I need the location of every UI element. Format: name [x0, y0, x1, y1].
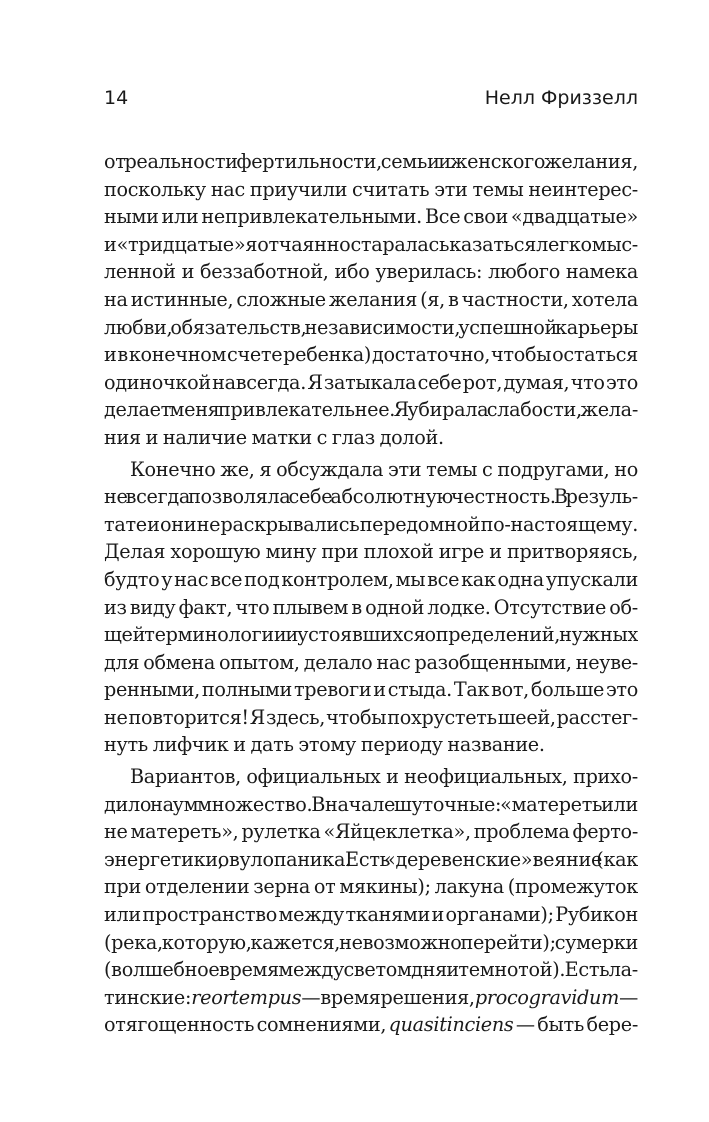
text-line: и «тридцатые» я отчаянно старалась казаться легкомыс- [104, 232, 638, 256]
latin-term: reortempus [191, 985, 302, 1009]
text-line-latin-terms [104, 984, 638, 1012]
latin-term: procogravidum [474, 985, 619, 1009]
paragraph-2 [104, 456, 638, 760]
text-line: от реальности фертильности, семьи и женского желания, [104, 150, 638, 173]
text-line: ренными, полными тревоги и стыда. Так вот, больше это [104, 678, 638, 702]
page-number: 14 [104, 87, 129, 109]
text-line: (река, которую, кажется, невозможно перейти); сумерки [104, 930, 638, 954]
text-line: делает меня привлекательнее. Я убирала слабости, жела- [104, 398, 638, 422]
text-line: Вариантов, официальных и неофициальных, прихо- [130, 765, 638, 789]
text-line: на истинные, сложные желания (я, в частности, хотела [104, 287, 638, 311]
text-fragment: отягощенность сомнениями, [104, 1013, 389, 1037]
text-line: любви, обязательств, независимости, успешной карьеры [104, 315, 638, 339]
text-fragment: — [619, 985, 638, 1009]
running-head-author: Нелл Фриззелл [484, 87, 638, 109]
text-line: Конечно же, я обсуждала эти темы с подругами, но [130, 457, 638, 481]
text-line: для обмена опытом, делало нас разобщенными, неуве- [104, 650, 638, 674]
text-fragment: — быть бере- [513, 1013, 638, 1037]
text-line: ния и наличие матки с глаз долой. [104, 425, 444, 449]
text-line: (волшебное время между светом дня и темнотой). Есть ла- [104, 958, 638, 982]
text-fragment: — время решения, [301, 985, 475, 1009]
text-fragment: тинские: [104, 985, 192, 1009]
text-line: одиночкой навсегда. Я затыкала себе рот, думая, что это [104, 370, 638, 394]
text-line: Делая хорошую мину при плохой игре и притворяясь, [104, 540, 638, 564]
running-head [104, 84, 638, 112]
text-line: щей терминологии и устоявшихся определений, нужных [104, 623, 638, 647]
text-line: будто у нас все под контролем, мы все как одна упускали [104, 567, 638, 591]
paragraph-1 [104, 148, 638, 452]
paragraph-3 [104, 763, 638, 1039]
text-line: и в конечном счете ребенка) достаточно, чтобы остаться [104, 343, 638, 367]
text-line: или пространство между тканями и органами); Рубикон [104, 903, 638, 927]
text-line: нуть лифчик и дать этому периоду название. [104, 733, 545, 757]
text-line: из виду факт, что плывем в одной лодке. Отсутствие об- [104, 595, 638, 619]
text-line: не матереть», рулетка «Яйцеклетка», проблема ферто- [104, 820, 638, 844]
text-line: ленной и беззаботной, ибо уверилась: любого намека [104, 260, 638, 284]
body-text [104, 148, 638, 1039]
text-line: тате и они не раскрывались передо мной по-настоящему. [104, 512, 638, 536]
latin-term: quasitinciens [388, 1013, 514, 1037]
text-line: не повторится! Я здесь, чтобы похрустеть шеей, расстег- [104, 705, 638, 729]
text-line-latin-terms [104, 1011, 638, 1039]
text-line: не всегда позволяла себе абсолютную честность. В резуль- [104, 485, 638, 509]
text-line: ными или непривлекательными. Все свои «двадцатые» [104, 205, 638, 229]
text-line: дило на ум множество. Вначале шуточные: «матереть или [104, 792, 638, 816]
text-line: при отделении зерна от мякины); лакуна (промежуток [104, 875, 638, 899]
text-line: поскольку нас приучили считать эти темы неинтерес- [104, 177, 638, 201]
text-line: энергетики, овулопаника. Есть «деревенские»: веяние (как [104, 847, 638, 871]
